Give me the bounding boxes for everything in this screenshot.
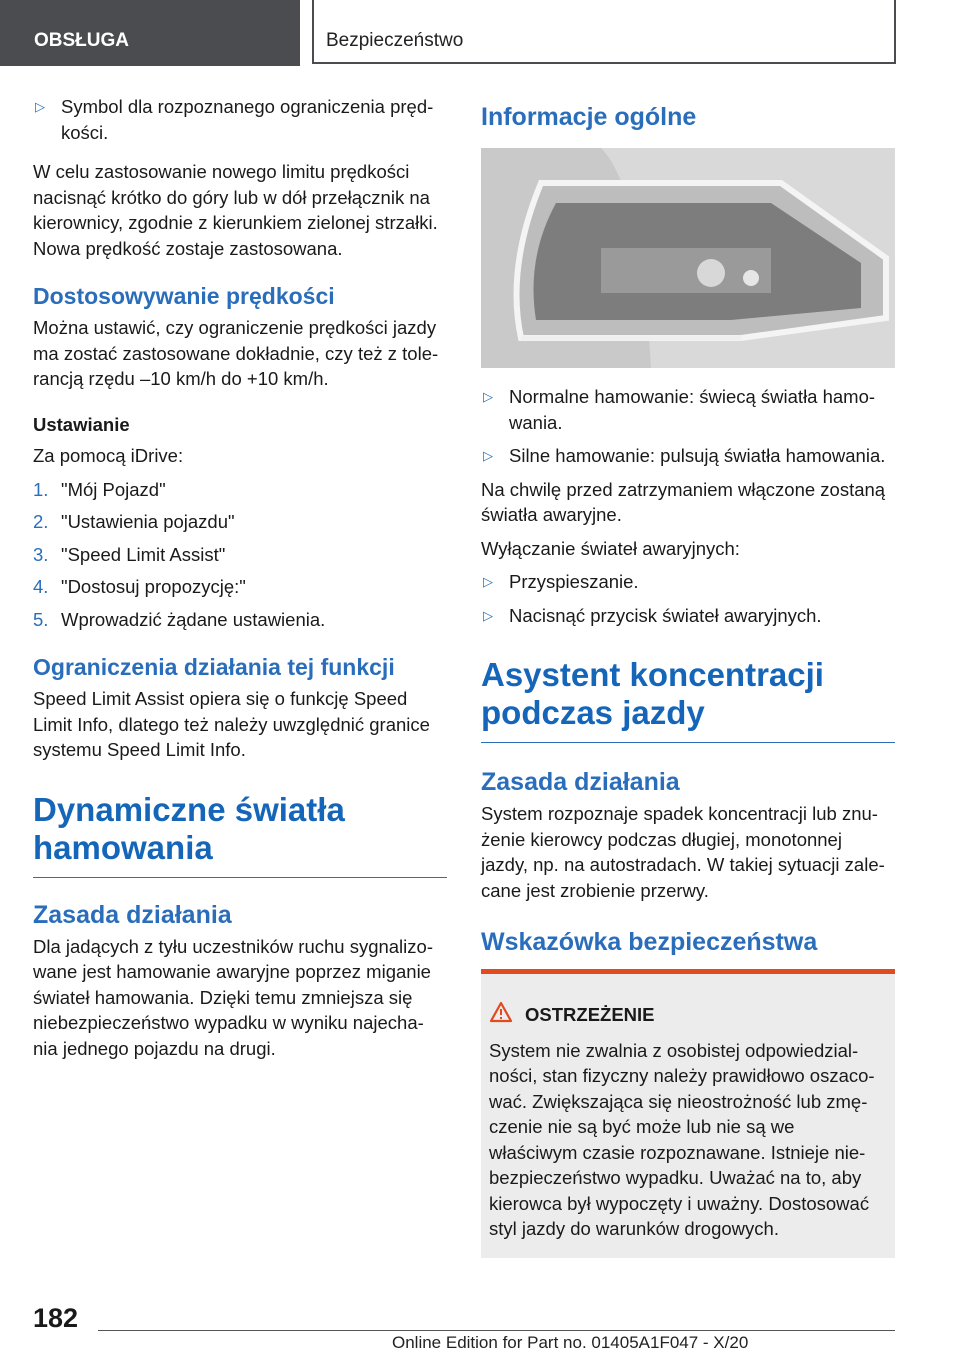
edition-text: Online Edition for Part no. 01405A1F047 - X/20 — [392, 1333, 749, 1352]
left-column — [33, 94, 447, 1061]
list-item: ▷ Symbol dla rozpoznanego ograniczenia pręd- kości. — [35, 96, 434, 143]
triangle-bullet-icon: ▷ — [483, 448, 493, 463]
paragraph: Na chwilę przed zatrzymaniem włączone zostaną światła awaryjne. — [481, 478, 886, 525]
list-item: ▷ Przyspieszanie. — [481, 569, 895, 595]
paragraph: Dla jadących z tyłu uczestników ruchu sygnalizo- wane jest hamowanie awaryjne poprzez miganie świateł hamowania. Dzięki temu zmniejsza się niebezpieczeństwo wypadku w wyniku najecha- nia jednego pojazdu na drugi. — [33, 935, 433, 1059]
triangle-bullet-icon: ▷ — [483, 607, 493, 623]
paragraph: Wyłączanie świateł awaryjnych: — [481, 537, 740, 559]
warning-text: System nie zwalnia z osobistej odpowiedzial- ności, stan fizyczny należy prawidłowo oszaco- wać. Zwiększająca się nieostrożność lub zmę- czenie nie są być może lub nie są we właściwym czasie rozpoznawane. Istnieje nie- bezpieczeństwo wypadku. Uważać na to, aby kierowca był wypoczęty i uważny. Dostosować styl jazdy do warunków drogowych. — [489, 1039, 875, 1239]
page-header — [0, 0, 960, 66]
list-item: 5. Wprowadzić żądane ustawienia. — [33, 608, 326, 630]
warning-box — [481, 974, 895, 1258]
heading-dynamic-brake-lights: Dynamiczne światła hamowania — [33, 790, 345, 866]
right-column — [481, 102, 895, 1258]
steps-list — [33, 477, 447, 633]
subheading-settings: Ustawianie — [33, 413, 130, 435]
paragraph: W celu zastosowanie nowego limitu prędkości nacisnąć krótko do góry lub w dół przełącznik na kierownicy, zgodnie z kierunkiem zielonej strzałki. Nowa prędkość zostaje zastosowana. — [33, 161, 438, 259]
section-label: OBSŁUGA — [0, 0, 300, 66]
list-item: ▷ Nacisnąć przycisk świateł awaryjnych. — [481, 603, 895, 629]
list-item: 1. "Mój Pojazd" — [33, 478, 166, 500]
warning-title: OSTRZEŻENIE — [489, 1002, 887, 1028]
triangle-bullet-icon: ▷ — [483, 574, 493, 589]
list-item: 3. "Speed Limit Assist" — [33, 543, 226, 565]
list-item: ▷ Silne hamowanie: pulsują światła hamowania. — [481, 443, 895, 469]
heading-attention-assistant: Asystent koncentracji podczas jazdy — [481, 656, 824, 731]
paragraph: Można ustawić, czy ograniczenie prędkości jazdy ma zostać zastosowane dokładnie, czy też z tole- rancją rzędu –10 km/h do +10 km/h. — [33, 317, 439, 389]
heading-adjust-speed: Dostosowywanie prędkości — [33, 283, 335, 309]
list-item: 4. "Dostosuj propozycję:" — [33, 576, 246, 597]
brake-light-image — [481, 148, 895, 368]
heading-limits: Ograniczenia działania tej funkcji — [33, 654, 395, 680]
tail-light-illustration — [481, 148, 895, 368]
paragraph: System rozpoznaje spadek koncentracji lub znu- żenie kierowcy podczas długiej, monotonnej jazdy, np. na autostradach. W takiej sytuacji zale- cane jest zrobienie przerwy. — [481, 803, 885, 901]
paragraph: Speed Limit Assist opiera się o funkcję Speed Limit Info, dlatego też należy uwzględnić granice systemu Speed Limit Info. — [33, 688, 430, 760]
heading-general-info: Informacje ogólne — [481, 103, 697, 131]
heading-safety-note: Wskazówka bezpieczeństwa — [481, 928, 818, 956]
heading-principle: Zasada działania — [33, 900, 232, 929]
footer-divider — [98, 1330, 895, 1331]
chapter-title: Bezpieczeństwo — [312, 0, 896, 64]
page-number: 182 — [33, 1303, 79, 1333]
list-item: ▷ Normalne hamowanie: świecą światła hamo- wania. — [483, 386, 876, 433]
triangle-bullet-icon: ▷ — [35, 99, 45, 114]
list-item: 2. "Ustawienia pojazdu" — [33, 511, 235, 532]
triangle-bullet-icon: ▷ — [483, 389, 493, 404]
heading-principle: Zasada działania — [481, 768, 680, 796]
idrive-intro: Za pomocą iDrive: — [33, 445, 184, 466]
warning-triangle-icon — [489, 1001, 513, 1030]
